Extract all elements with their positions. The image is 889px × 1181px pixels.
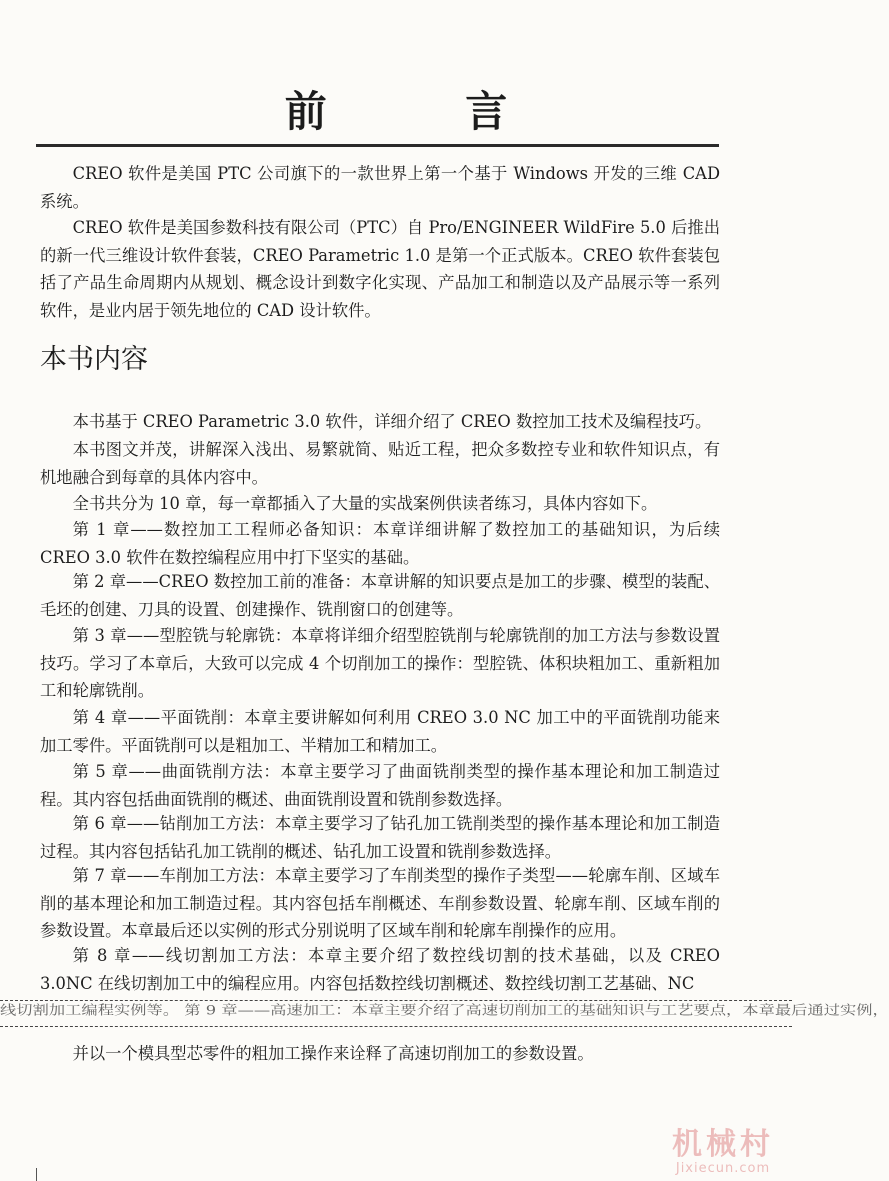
scan-ghost-text	[0, 1002, 889, 1018]
scan-ghost-line-b: 第 9 章——高速加工：本章主要介绍了高速切削加工的基础知识与工艺要点，本章最后通过实例，	[184, 1002, 889, 1018]
scan-ghost-line-a: 线切割加工编程实例等。	[0, 1002, 180, 1018]
chapter-6-paragraph: 第 6 章——钻削加工方法：本章主要学习了钻孔加工铣削类型的操作基本理论和加工制造过程。其内容包括钻孔加工铣削的概述、钻孔加工设置和铣削参数选择。	[40, 814, 720, 861]
watermark-main: 机械村	[672, 1127, 774, 1162]
watermark-sub: Jixiecun.com	[675, 1161, 771, 1176]
scan-streak	[0, 1026, 792, 1027]
page-edge-mark	[36, 1168, 37, 1181]
chapter-2-paragraph: 第 2 章——CREO 数控加工前的准备：本章讲解的知识要点是加工的步骤、模型的装配、毛坯的创建、刀具的设置、创建操作、铣削窗口的创建等。	[40, 572, 720, 619]
chapter-4-paragraph: 第 4 章——平面铣削：本章主要讲解如何利用 CREO 3.0 NC 加工中的平面铣削功能来加工零件。平面铣削可以是粗加工、半精加工和精加工。	[40, 708, 720, 755]
chapter-9-last-paragraph: 并以一个模具型芯零件的粗加工操作来诠释了高速切削加工的参数设置。	[72, 1044, 594, 1063]
scan-streak	[0, 1000, 792, 1001]
section-heading: 本书内容	[40, 344, 148, 375]
title-rule	[36, 144, 719, 147]
chapter-5-paragraph: 第 5 章——曲面铣削方法：本章主要学习了曲面铣削类型的操作基本理论和加工制造过程。其内容包括曲面铣削的概述、曲面铣削设置和铣削参数选择。	[40, 762, 720, 809]
intro-paragraph-2: CREO 软件是美国参数科技有限公司（PTC）自 Pro/ENGINEER WildFire 5.0 后推出的新一代三维设计软件套装，CREO Parametric 1.0 是第一个正式版本。CREO 软件套装包括了产品生命周期内从规划、概念设计到数字化实现、产品加工和制造以及产品展示等一系列软件，是业内居于领先地位的 CAD 设计软件。	[40, 218, 720, 320]
watermark	[672, 1128, 774, 1176]
content-paragraph-2: 本书图文并茂，讲解深入浅出、易繁就简、贴近工程，把众多数控专业和软件知识点，有机地融合到每章的具体内容中。	[40, 440, 720, 487]
content-paragraph-1: 本书基于 CREO Parametric 3.0 软件，详细介绍了 CREO 数控加工技术及编程技巧。	[72, 412, 712, 431]
chapter-7-paragraph: 第 7 章——车削加工方法：本章主要学习了车削类型的操作子类型——轮廓车削、区域车削的基本理论和加工制造过程。其内容包括车削概述、车削参数设置、轮廓车削、区域车削的参数设置。本章最后还以实例的形式分别说明了区域车削和轮廓车削操作的应用。	[40, 866, 720, 940]
chapter-3-paragraph: 第 3 章——型腔铣与轮廓铣：本章将详细介绍型腔铣削与轮廓铣削的加工方法与参数设置技巧。学习了本章后，大致可以完成 4 个切削加工的操作：型腔铣、体积块粗加工、重新粗加工和轮廓铣削。	[40, 626, 720, 700]
page-title: 前 言	[284, 87, 570, 136]
chapter-1-paragraph: 第 1 章——数控加工工程师必备知识：本章详细讲解了数控加工的基础知识，为后续 CREO 3.0 软件在数控编程应用中打下坚实的基础。	[40, 520, 720, 567]
content-paragraph-3: 全书共分为 10 章，每一章都插入了大量的实战案例供读者练习，具体内容如下。	[72, 494, 658, 513]
intro-paragraph-1: CREO 软件是美国 PTC 公司旗下的一款世界上第一个基于 Windows 开发的三维 CAD 系统。	[40, 164, 720, 211]
scan-artifact	[0, 996, 889, 1036]
chapter-8-paragraph: 第 8 章——线切割加工方法：本章主要介绍了数控线切割的技术基础，以及 CREO 3.0NC 在线切割加工中的编程应用。内容包括数控线切割概述、数控线切割工艺基础、NC	[40, 946, 720, 993]
